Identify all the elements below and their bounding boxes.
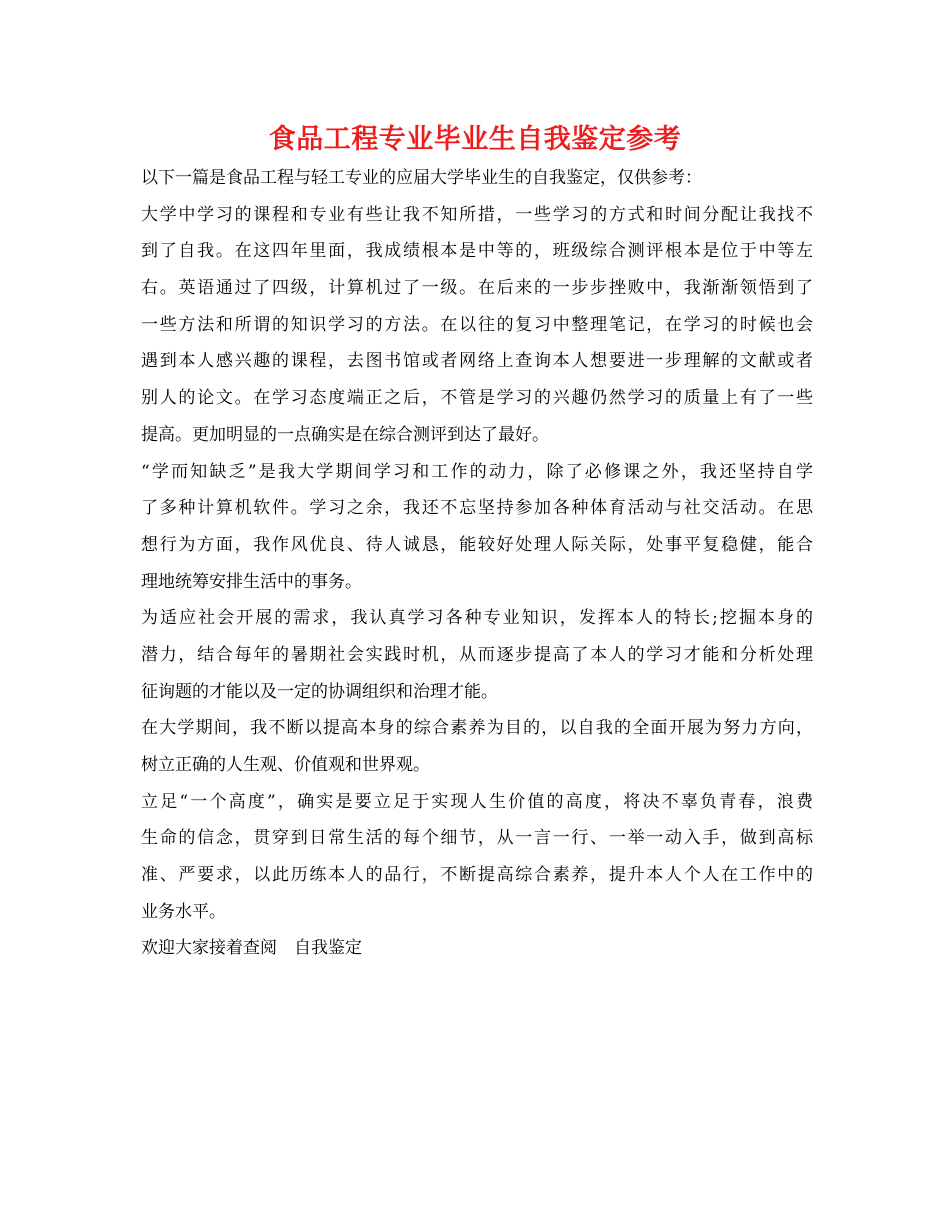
body-line: 准、严要求，以此历练本人的品行，不断提高综合素养，提升本人个人在工作中的 — [141, 865, 813, 886]
body-line: 一些方法和所谓的知识学习的方法。在以往的复习中整理笔记，在学习的时候也会 — [141, 314, 813, 335]
document-title: 食品工程专业毕业生自我鉴定参考 — [268, 124, 682, 155]
body-line: 提高。更加明显的一点确实是在综合测评到达了最好。 — [141, 424, 549, 445]
body-line: 别人的论文。在学习态度端正之后，不管是学习的兴趣仍然学习的质量上有了一些 — [141, 388, 813, 409]
body-line: 遇到本人感兴趣的课程，去图书馆或者网络上查询本人想要进一步理解的文献或者 — [141, 351, 813, 372]
document-body — [141, 160, 813, 967]
body-line: 在大学期间，我不断以提高本身的综合素养为目的，以自我的全面开展为努力方向， — [141, 718, 813, 739]
body-line: “学而知缺乏”是我大学期间学习和工作的动力，除了必修课之外，我还坚持自学 — [141, 461, 813, 482]
body-line: 潜力，结合每年的暑期社会实践时机，从而逐步提高了本人的学习才能和分析处理 — [141, 644, 813, 665]
body-line: 树立正确的人生观、价值观和世界观。 — [141, 755, 430, 775]
body-line-intro: 以下一篇是食品工程与轻工专业的应届大学毕业生的自我鉴定，仅供参考： — [141, 168, 702, 188]
body-line: 业务水平。 — [141, 901, 226, 922]
body-line: 了多种计算机软件。学习之余，我还不忘坚持参加各种体育活动与社交活动。在思 — [141, 498, 813, 519]
body-line: 大学中学习的课程和专业有些让我不知所措，一些学习的方式和时间分配让我找不 — [141, 204, 813, 225]
body-line: 理地统筹安排生活中的事务。 — [141, 571, 362, 592]
body-line: 生命的信念，贯穿到日常生活的每个细节，从一言一行、一举一动入手，做到高标 — [141, 828, 813, 849]
body-line-footer: 欢迎大家接着查阅 自我鉴定 — [141, 938, 362, 959]
body-line: 立足“一个高度”，确实是要立足于实现人生价值的高度，将决不辜负青春，浪费 — [141, 791, 813, 812]
body-line: 征询题的才能以及一定的协调组织和治理才能。 — [141, 681, 498, 702]
body-line: 到了自我。在这四年里面，我成绩根本是中等的，班级综合测评根本是位于中等左 — [141, 241, 813, 262]
body-line: 右。英语通过了四级，计算机过了一级。在后来的一步步挫败中，我渐渐领悟到了 — [141, 278, 813, 299]
body-line: 为适应社会开展的需求，我认真学习各种专业知识，发挥本人的特长;挖掘本身的 — [141, 608, 813, 629]
body-line: 想行为方面，我作风优良、待人诚恳，能较好处理人际关际，处事平复稳健，能合 — [141, 534, 813, 555]
